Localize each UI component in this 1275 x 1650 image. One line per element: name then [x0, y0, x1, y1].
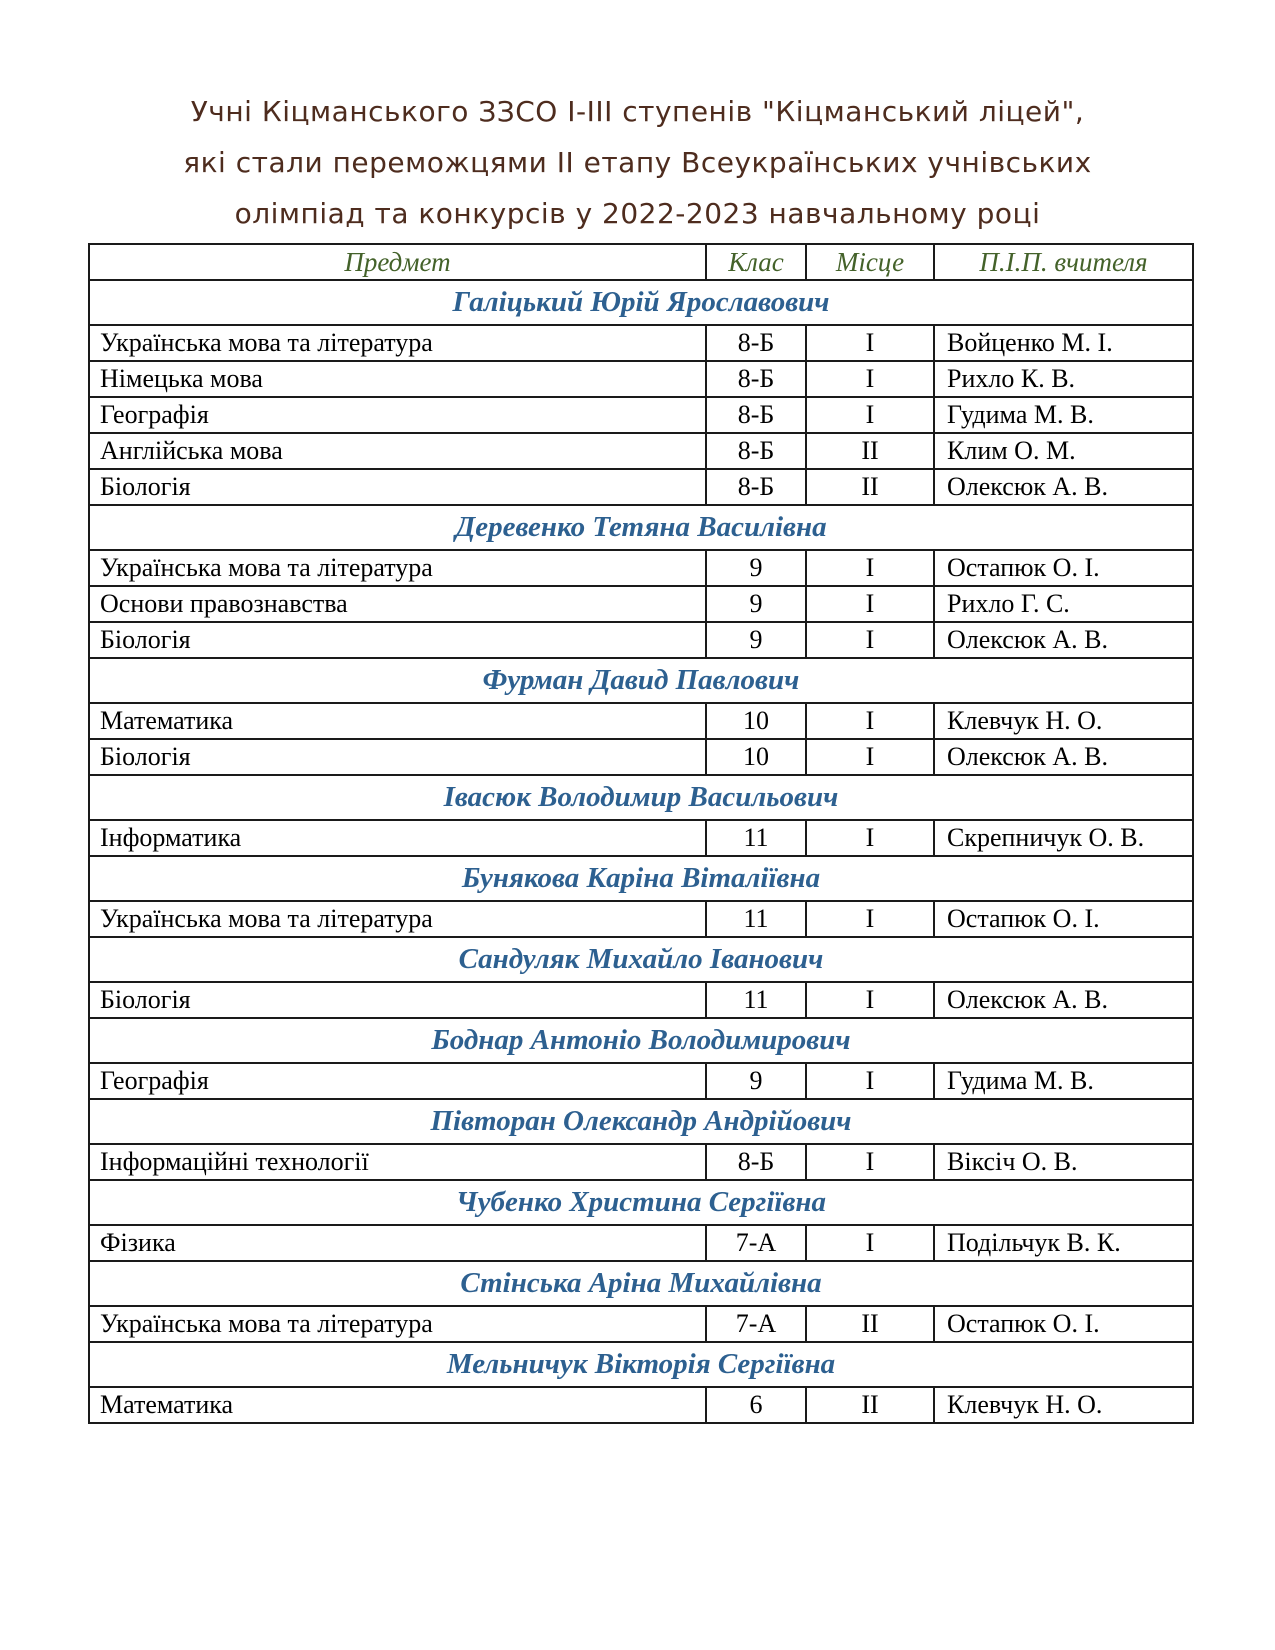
class-cell: 9 [706, 1063, 806, 1099]
teacher-cell: Олексюк А. В. [934, 982, 1193, 1018]
result-row [89, 397, 1193, 433]
student-section-row [89, 775, 1193, 820]
student-name: Деревенко Тетяна Василівна [89, 505, 1193, 550]
place-cell: I [806, 901, 934, 937]
subject-cell: Німецька мова [89, 361, 706, 397]
page-title-line-3: олімпіад та конкурсів у 2022-2023 навчальному році [234, 197, 1041, 230]
student-section-row [89, 1261, 1193, 1306]
teacher-cell: Рихло К. В. [934, 361, 1193, 397]
teacher-cell: Клим О. М. [934, 433, 1193, 469]
teacher-cell: Клевчук Н. О. [934, 703, 1193, 739]
subject-cell: Фізика [89, 1225, 706, 1261]
subject-cell: Українська мова та література [89, 325, 706, 361]
student-section-row [89, 280, 1193, 325]
class-cell: 8-Б [706, 397, 806, 433]
results-table-body [89, 280, 1193, 1423]
result-row [89, 622, 1193, 658]
page-title [0, 86, 1275, 239]
class-cell: 9 [706, 622, 806, 658]
student-name: Мельничук Вікторія Сергіївна [89, 1342, 1193, 1387]
teacher-cell: Войценко М. І. [934, 325, 1193, 361]
teacher-cell: Подільчук В. К. [934, 1225, 1193, 1261]
subject-cell: Основи правознавства [89, 586, 706, 622]
teacher-cell: Остапюк О. І. [934, 1306, 1193, 1342]
subject-cell: Інформатика [89, 820, 706, 856]
result-row [89, 325, 1193, 361]
result-row [89, 586, 1193, 622]
class-cell: 11 [706, 982, 806, 1018]
teacher-cell: Скрепничук О. В. [934, 820, 1193, 856]
place-cell: I [806, 361, 934, 397]
place-cell: I [806, 739, 934, 775]
class-cell: 7-А [706, 1225, 806, 1261]
class-cell: 7-А [706, 1306, 806, 1342]
result-row [89, 469, 1193, 505]
place-cell: I [806, 325, 934, 361]
student-section-row [89, 1342, 1193, 1387]
page-title-line-2: які стали переможцями II етапу Всеукраїнських учнівських [183, 146, 1092, 179]
place-cell: II [806, 1387, 934, 1423]
place-cell: I [806, 982, 934, 1018]
subject-cell: Біологія [89, 622, 706, 658]
class-cell: 8-Б [706, 433, 806, 469]
subject-cell: Українська мова та література [89, 1306, 706, 1342]
class-cell: 8-Б [706, 469, 806, 505]
place-cell: I [806, 703, 934, 739]
teacher-cell: Остапюк О. І. [934, 550, 1193, 586]
class-cell: 10 [706, 703, 806, 739]
table-header-row [89, 244, 1193, 280]
result-row [89, 1387, 1193, 1423]
student-section-row [89, 1099, 1193, 1144]
result-row [89, 982, 1193, 1018]
student-name: Фурман Давид Павлович [89, 658, 1193, 703]
place-cell: I [806, 586, 934, 622]
teacher-cell: Клевчук Н. О. [934, 1387, 1193, 1423]
teacher-cell: Гудима М. В. [934, 397, 1193, 433]
subject-cell: Біологія [89, 739, 706, 775]
class-cell: 9 [706, 586, 806, 622]
class-cell: 11 [706, 901, 806, 937]
place-cell: I [806, 1063, 934, 1099]
column-header-teacher: П.І.П. вчителя [934, 244, 1193, 280]
column-header-place: Місце [806, 244, 934, 280]
result-row [89, 739, 1193, 775]
student-name: Стінська Аріна Михайлівна [89, 1261, 1193, 1306]
teacher-cell: Олексюк А. В. [934, 739, 1193, 775]
class-cell: 10 [706, 739, 806, 775]
subject-cell: Інформаційні технології [89, 1144, 706, 1180]
place-cell: I [806, 1144, 934, 1180]
result-row [89, 1144, 1193, 1180]
student-section-row [89, 1018, 1193, 1063]
teacher-cell: Рихло Г. С. [934, 586, 1193, 622]
place-cell: I [806, 397, 934, 433]
teacher-cell: Віксіч О. В. [934, 1144, 1193, 1180]
column-header-subject: Предмет [89, 244, 706, 280]
result-row [89, 820, 1193, 856]
result-row [89, 433, 1193, 469]
class-cell: 6 [706, 1387, 806, 1423]
subject-cell: Географія [89, 397, 706, 433]
place-cell: II [806, 469, 934, 505]
student-name: Бунякова Каріна Віталіївна [89, 856, 1193, 901]
student-name: Сандуляк Михайло Іванович [89, 937, 1193, 982]
student-name: Чубенко Христина Сергіївна [89, 1180, 1193, 1225]
class-cell: 8-Б [706, 361, 806, 397]
student-section-row [89, 937, 1193, 982]
subject-cell: Біологія [89, 469, 706, 505]
student-section-row [89, 1180, 1193, 1225]
teacher-cell: Олексюк А. В. [934, 469, 1193, 505]
subject-cell: Математика [89, 703, 706, 739]
subject-cell: Англійська мова [89, 433, 706, 469]
subject-cell: Математика [89, 1387, 706, 1423]
column-header-class: Клас [706, 244, 806, 280]
student-name: Боднар Антоніо Володимирович [89, 1018, 1193, 1063]
place-cell: I [806, 1225, 934, 1261]
place-cell: I [806, 550, 934, 586]
result-row [89, 1063, 1193, 1099]
student-name: Півторан Олександр Андрійович [89, 1099, 1193, 1144]
class-cell: 8-Б [706, 325, 806, 361]
student-section-row [89, 856, 1193, 901]
result-row [89, 901, 1193, 937]
student-name: Галіцький Юрій Ярославович [89, 280, 1193, 325]
subject-cell: Біологія [89, 982, 706, 1018]
subject-cell: Українська мова та література [89, 901, 706, 937]
class-cell: 11 [706, 820, 806, 856]
result-row [89, 703, 1193, 739]
subject-cell: Українська мова та література [89, 550, 706, 586]
result-row [89, 550, 1193, 586]
place-cell: I [806, 622, 934, 658]
place-cell: I [806, 820, 934, 856]
class-cell: 9 [706, 550, 806, 586]
subject-cell: Географія [89, 1063, 706, 1099]
teacher-cell: Гудима М. В. [934, 1063, 1193, 1099]
student-section-row [89, 658, 1193, 703]
page-title-line-1: Учні Кіцманського ЗЗСО I-III ступенів "Кіцманський ліцей", [190, 95, 1085, 128]
class-cell: 8-Б [706, 1144, 806, 1180]
result-row [89, 1306, 1193, 1342]
place-cell: II [806, 433, 934, 469]
student-section-row [89, 505, 1193, 550]
teacher-cell: Олексюк А. В. [934, 622, 1193, 658]
results-table [88, 243, 1194, 1424]
teacher-cell: Остапюк О. І. [934, 901, 1193, 937]
result-row [89, 1225, 1193, 1261]
student-name: Івасюк Володимир Васильович [89, 775, 1193, 820]
result-row [89, 361, 1193, 397]
results-table-container [88, 243, 1192, 1424]
place-cell: II [806, 1306, 934, 1342]
